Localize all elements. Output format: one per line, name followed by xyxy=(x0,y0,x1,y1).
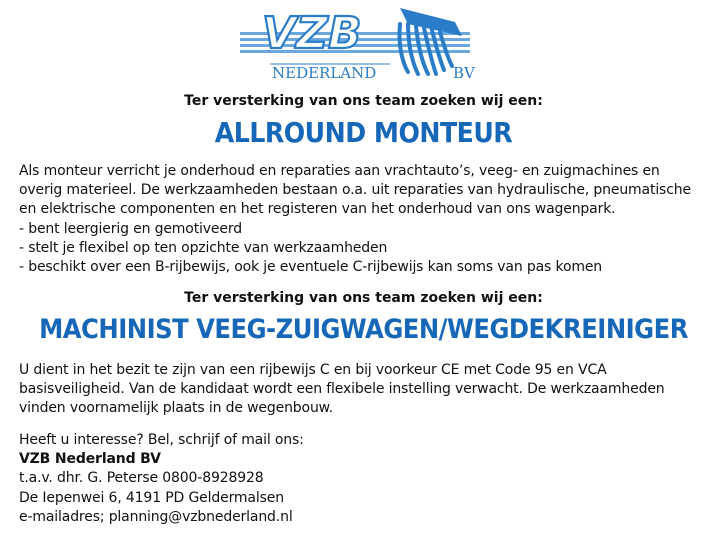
vacancy2-title: MACHINIST VEEG-ZUIGWAGEN/WEGDEKREINIGER xyxy=(39,314,688,345)
contact-attention: t.a.v. dhr. G. Peterse 0800-8928928 xyxy=(19,470,264,487)
logo-brand: VZB xyxy=(262,8,362,59)
vacancy1-description xyxy=(19,162,719,277)
vacancy2-line: U dient in het bezit te zijn van een rijbewijs C en bij voorkeur CE met Code 95 en VCA xyxy=(19,362,607,378)
vacancy1-requirement: - stelt je flexibel op ten opzichte van werkzaamheden xyxy=(19,239,388,256)
vacancy2-intro: Ter versterking van ons team zoeken wij een: xyxy=(184,290,543,306)
contact-block xyxy=(19,431,719,527)
logo-country: NEDERLAND xyxy=(272,64,377,82)
vacancy1-requirement: - bent leergierig en gemotiveerd xyxy=(19,220,242,237)
contact-address: De Iepenwei 6, 4191 PD Geldermalsen xyxy=(19,489,284,506)
vacancy1-line: en elektrische componenten en het registeren van het onderhoud van ons wagenpark. xyxy=(19,201,616,218)
vacancy2-description xyxy=(19,361,719,419)
logo-suffix: BV xyxy=(453,64,475,82)
vacancy1-line: Als monteur verricht je onderhoud en reparaties aan vrachtauto’s, veeg- en zuigmachines en xyxy=(19,163,660,179)
contact-prompt: Heeft u interesse? Bel, schrijf of mail ons: xyxy=(19,432,304,448)
contact-email: e-mailadres; planning@vzbnederland.nl xyxy=(19,508,293,525)
vacancy2-line: vinden voornamelijk plaats in de wegenbouw. xyxy=(19,400,333,417)
vacancy2-line: basisveiligheid. Van de kandidaat wordt een flexibele instelling verwacht. De werkzaamheden xyxy=(19,381,665,398)
vacancy1-requirement: - beschikt over een B-rijbewijs, ook je eventuele C-rijbewijs kan soms van pas komen xyxy=(19,259,603,276)
contact-company: VZB Nederland BV xyxy=(19,451,161,468)
vacancy1-line: overig materieel. De werkzaamheden bestaan o.a. uit reparaties van hydraulische, pneumatische xyxy=(19,182,691,199)
vacancy1-intro: Ter versterking van ons team zoeken wij een: xyxy=(184,93,543,109)
company-logo xyxy=(240,4,490,84)
vzb-logo-graphic xyxy=(240,4,490,84)
vacancy1-title: ALLROUND MONTEUR xyxy=(214,116,513,149)
